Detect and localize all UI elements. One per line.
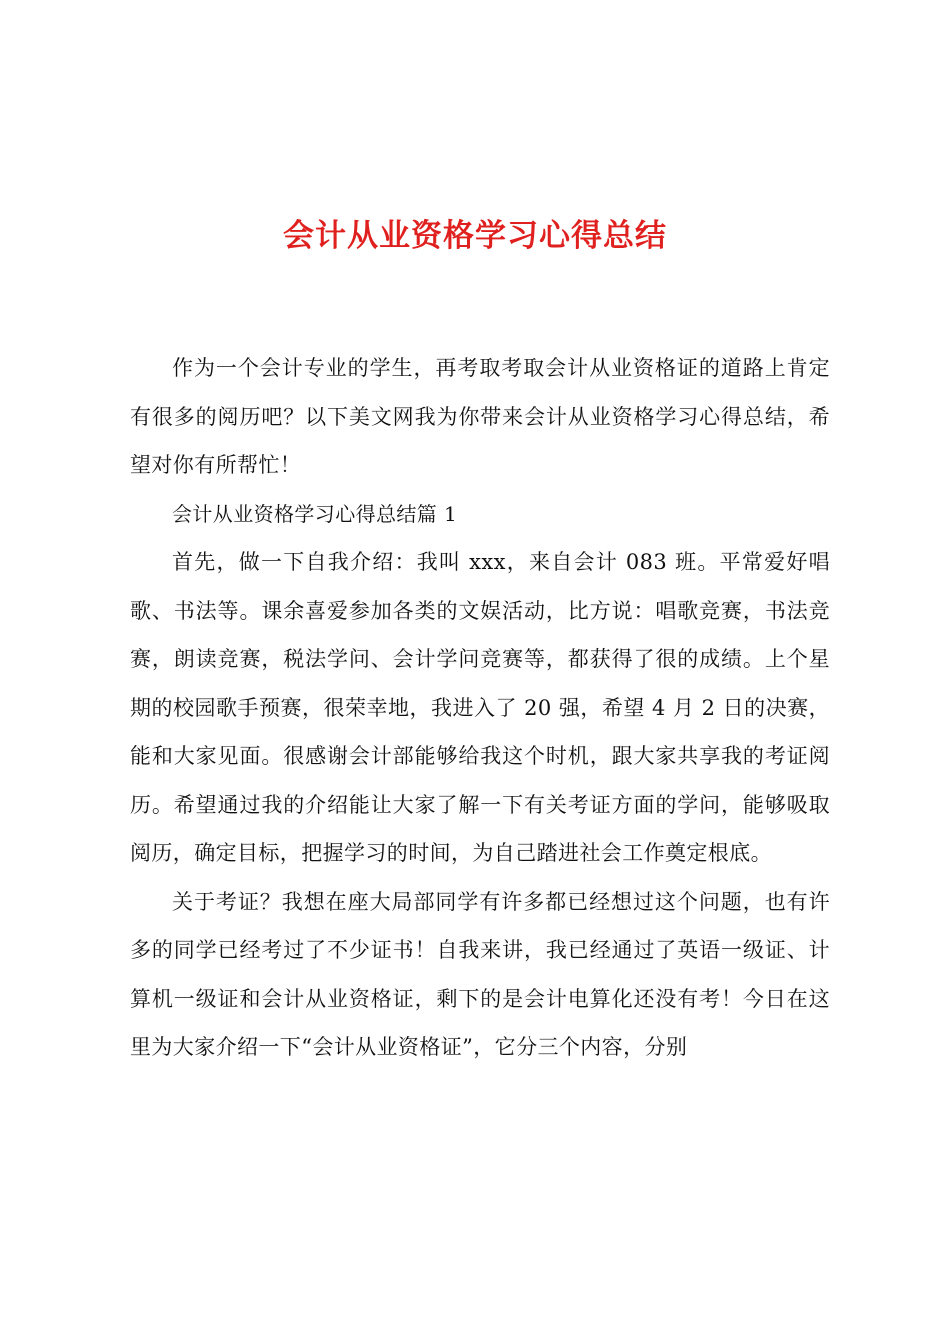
self-introduction-paragraph: 首先，做一下自我介绍：我叫 xxx，来自会计 083 班。平常爱好唱歌、书法等。课余喜爱参加各类的文娱活动，比方说：唱歌竞赛，书法竞赛，朗读竞赛，税法学问、会计学问竞赛等，都获得了很的成绩。上个星期的校园歌手预赛，很荣幸地，我进入了 20 强，希望 4 月 2 日的决赛，能和大家见面。很感谢会计部能够给我这个时机，跟大家共享我的考证阅历。希望通过我的介绍能让大家了解一下有关考证方面的学问，能够吸取阅历，确定目标，把握学习的时间，为自己踏进社会工作奠定根底。 bbox=[130, 550, 830, 865]
document-title: 会计从业资格学习心得总结 bbox=[283, 218, 667, 254]
certificate-paragraph: 关于考证？我想在座大局部同学有许多都已经想过这个问题，也有许多的同学已经考过了不少证书！自我来讲，我已经通过了英语一级证、计算机一级证和会计从业资格证，剩下的是会计电算化还没有考！今日在这里为大家介绍一下“会计从业资格证”，它分三个内容，分别 bbox=[130, 889, 830, 1059]
intro-paragraph: 作为一个会计专业的学生，再考取考取会计从业资格证的道路上肯定有很多的阅历吧？以下美文网我为你带来会计从业资格学习心得总结，希望对你有所帮忙！ bbox=[130, 356, 830, 477]
section-heading: 会计从业资格学习心得总结篇 1 bbox=[172, 501, 458, 526]
document-body bbox=[130, 344, 830, 1072]
